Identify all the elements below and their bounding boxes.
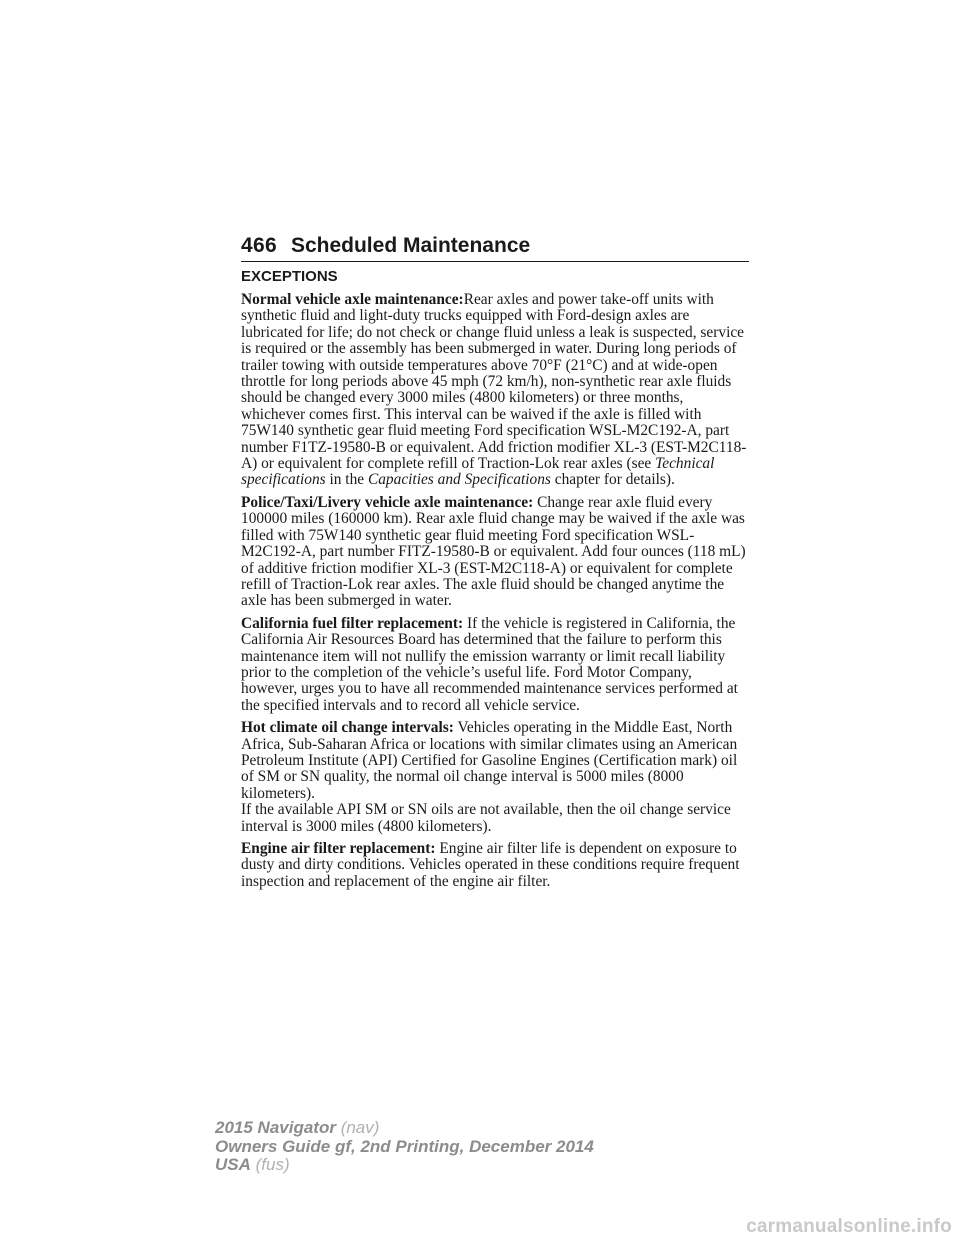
footer-model-code: (nav) (340, 1118, 380, 1137)
police-axle-label: Police/Taxi/Livery vehicle axle maintenance: (241, 493, 534, 511)
technical-specifications-reference: Technical specifications (241, 455, 715, 489)
footer-model: 2015 Navigator (215, 1118, 336, 1137)
normal-axle-text-3: chapter for details). (550, 471, 675, 489)
hot-climate-text: Vehicles operating in the Middle East, North Africa, Sub-Saharan Africa or locations with similar climates using an American Petroleum Institute (API) Certified for Gasoline Engines (Certification mark) oil of SM or SN quality, the normal oil change interval is 5000 miles (8000 kilometers). (241, 719, 738, 802)
capacities-specifications-reference: Capacities and Specifications (367, 471, 551, 489)
hot-climate-label: Hot climate oil change intervals: (241, 719, 454, 737)
footer-region-code: (fus) (255, 1155, 290, 1174)
footer-region: USA (215, 1155, 251, 1174)
section-title: Scheduled Maintenance (290, 234, 531, 257)
page-content (241, 268, 749, 896)
footer-region-line (215, 1156, 594, 1175)
page-footer (215, 1119, 594, 1175)
page-header (241, 228, 749, 262)
exceptions-heading: EXCEPTIONS (241, 268, 338, 285)
california-fuel-text: If the vehicle is registered in California, the California Air Resources Board has determined that the failure to perform this maintenance item will not nullify the emission warranty or limit recall liability prior to the completion of the vehicle’s useful life. Ford Motor Company, however, urges you to have all recommended maintenance services performed at the specified intervals and to record all vehicle service. (241, 614, 738, 714)
california-fuel-paragraph (241, 616, 749, 714)
normal-axle-label: Normal vehicle axle maintenance: (241, 291, 464, 308)
hot-climate-extra-paragraph: If the available API SM or SN oils are not available, then the oil change service interval is 3000 miles (4800 kilometers). (241, 801, 731, 835)
engine-air-label: Engine air filter replacement: (241, 840, 436, 857)
california-fuel-label: California fuel filter replacement: (241, 614, 464, 632)
engine-air-text: Engine air filter life is dependent on exposure to dusty and dirty conditions. Vehicles operated in these conditions require frequent inspection and replacement of the engine air filter. (241, 840, 740, 890)
police-axle-paragraph (241, 495, 749, 610)
engine-air-paragraph (241, 841, 749, 890)
normal-axle-text-2: in the (325, 471, 368, 489)
normal-axle-paragraph (241, 292, 749, 489)
page-number: 466 (241, 234, 277, 257)
hot-climate-paragraph (241, 720, 749, 802)
footer-guide-line: Owners Guide gf, 2nd Printing, December 2014 (215, 1136, 594, 1156)
normal-axle-text: Rear axles and power take-off units with synthetic fluid and light-duty trucks equipped with Ford-design axles are lubricated for life; do not check or change fluid unless a leak is suspected, service is required or the assembly has been submerged in water. During long periods of trailer towing with outside temperatures above 70°F (21°C) and at wide-open throttle for long periods above 45 mph (72 km/h), non-synthetic rear axle fluids should be changed every 3000 miles (4800 kilometers) or three months, whichever comes first. This interval can be waived if the axle is filled with 75W140 synthetic gear fluid meeting Ford specification WSL-M2C192-A, part number F1TZ-19580-B or equivalent. Add friction modifier XL-3 (EST-M2C118-A) or equivalent for complete refill of Traction-Lok rear axles (see (241, 291, 747, 473)
police-axle-text: Change rear axle fluid every 100000 miles (160000 km). Rear axle fluid change may be waived if the axle was filled with 75W140 synthetic gear fluid meeting Ford specification WSL-M2C192-A, part number FITZ-19580-B or equivalent. Add four ounces (118 mL) of additive friction modifier XL-3 (EST-M2C118-A) or equivalent for complete refill of Traction-Lok rear axles. The axle fluid should be changed anytime the axle has been submerged in water. (241, 493, 746, 610)
footer-model-line (215, 1119, 594, 1138)
watermark: carmanualsonline.info (746, 1216, 952, 1237)
